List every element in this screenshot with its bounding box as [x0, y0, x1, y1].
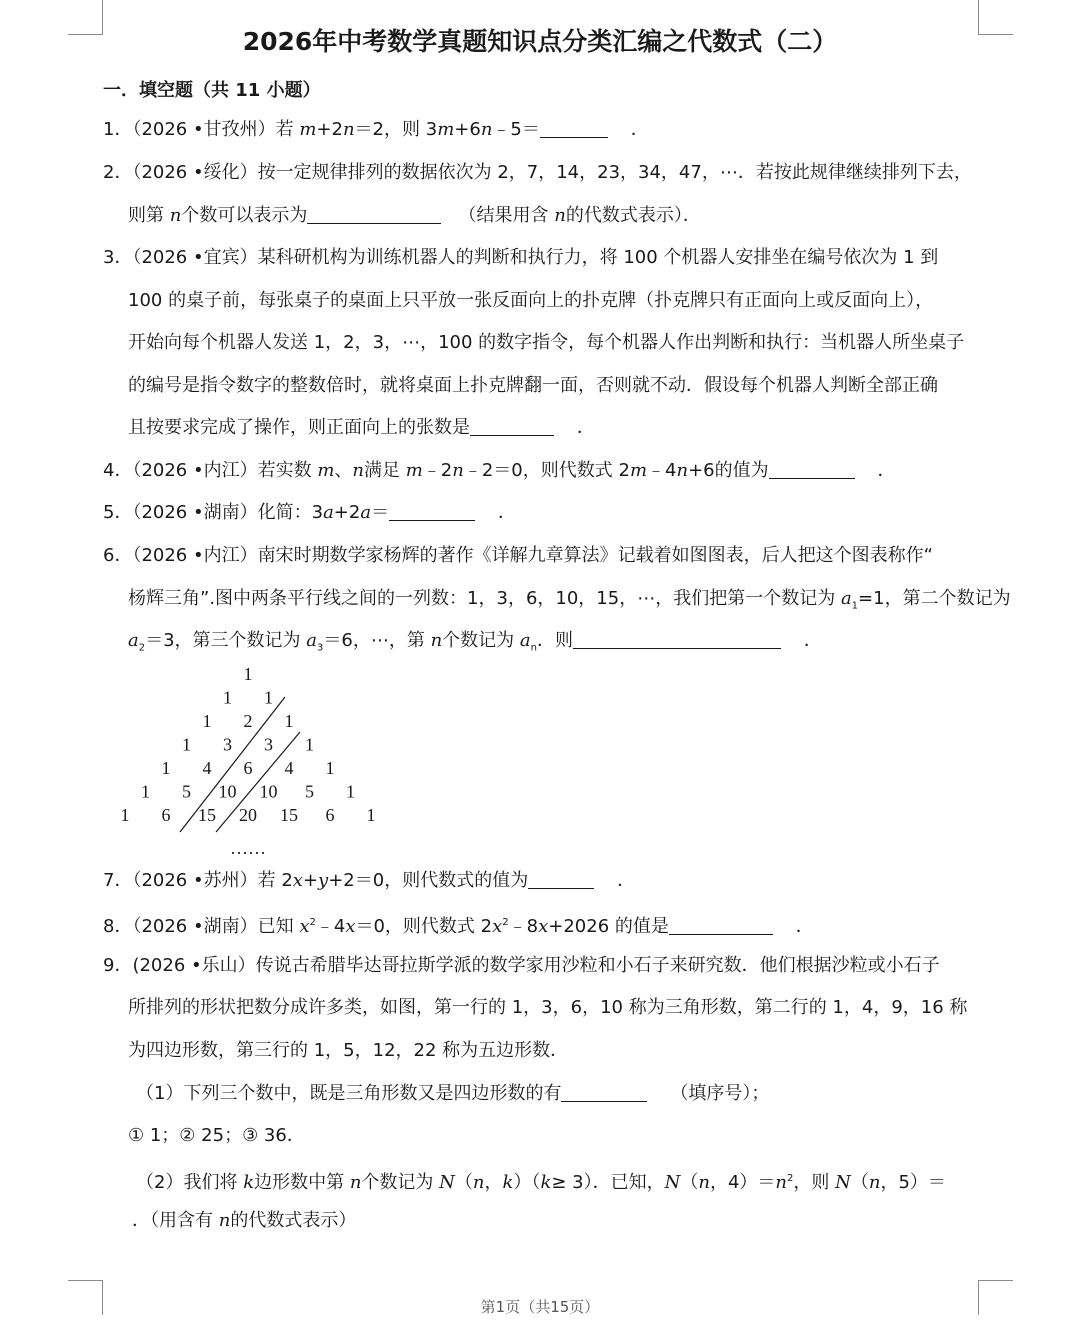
question-6-line-1: 6．（2026 •内江）南宋时期数学家杨辉的著作《详解九章算法》记载着如图图表，后人把这个图表称作“	[103, 545, 933, 566]
answer-blank[interactable]	[769, 458, 855, 479]
question-9-part-2-tail: ．（用含有 n的代数式表示）	[132, 1210, 357, 1231]
triangle-number: 5	[305, 781, 314, 802]
question-3-line-1: 3．（2026 •宜宾）某科研机构为训练机器人的判断和执行力，将 100 个机器人安排坐在编号依次为 1 到	[103, 247, 939, 268]
triangle-number: 6	[243, 758, 253, 778]
yanghui-triangle-figure	[120, 662, 390, 862]
triangle-number: 1	[366, 805, 376, 825]
triangle-number: 4	[202, 758, 212, 778]
answer-blank[interactable]	[528, 868, 594, 889]
page-title: 2026年中考数学真题知识点分类汇编之代数式（二）	[242, 27, 838, 56]
triangle-number: 6	[161, 805, 171, 825]
question-3-line-3: 开始向每个机器人发送 1，2，3，⋯，100 的数字指令，每个机器人作出判断和执行：当机器人所坐桌子	[128, 332, 965, 353]
triangle-number: 1	[223, 687, 232, 708]
triangle-number: 3	[223, 734, 232, 755]
triangle-number: 10	[218, 781, 237, 802]
question-5: 5．（2026 •湖南）化简：3a+2a＝ ．	[103, 502, 516, 523]
question-7: 7．（2026 •苏州）若 2x+y+2＝0，则代数式的值为 ．	[103, 870, 636, 891]
answer-blank[interactable]	[669, 914, 773, 935]
triangle-number: 4	[284, 758, 294, 778]
triangle-number: 1	[182, 734, 191, 755]
triangle-number: 1	[120, 805, 130, 825]
question-9-part-1: （1）下列三个数中，既是三角形数又是四边形数的有 （填序号）；	[136, 1083, 770, 1104]
answer-blank[interactable]	[540, 117, 608, 138]
question-9-line-3: 为四边形数，第三行的 1，5，12，22 称为五边形数．	[128, 1040, 569, 1061]
triangle-number: 1	[141, 781, 150, 802]
page-footer: 第1页（共15页）	[480, 1298, 600, 1316]
section-heading: 一．填空题（共 11 小题）	[103, 80, 321, 101]
question-9-part-2: （2）我们将 k边形数中第 n个数记为 N（n，k）（k≥ 3）．已知，N（n，$4)=n^2$，则 N（n，5）＝	[136, 1172, 946, 1193]
triangle-number: 1	[284, 711, 294, 731]
triangle-number: 3	[264, 734, 273, 755]
question-1: 1．（2026 •甘孜州）若 m+2n＝2，则 3m+6n﹣5＝ ．	[103, 119, 649, 140]
question-4: 4．（2026 •内江）若实数 m、n满足 m﹣2n﹣2＝0，则代数式 2m﹣4n+6的值为 ．	[103, 460, 896, 481]
question-2-line-1: 2．（2026 •绥化）按一定规律排列的数据依次为 2，7，14，23，34，47，⋯．若按此规律继续排列下去，	[103, 162, 972, 183]
triangle-number: 6	[325, 805, 335, 825]
question-6-line-3: $a_2=3$，第三个数记为 $a_3=6$，⋯，第 n个数记为 $a_n$．则 ．	[128, 630, 822, 654]
triangle-number: 15	[280, 805, 298, 825]
triangle-number: 20	[239, 805, 257, 825]
question-6-line-2: 杨辉三角”.图中两条平行线之间的一列数：1，3，6，10，15，⋯，我们把第一个数记为 $a_1=1$，第二个数记为	[128, 588, 1011, 612]
triangle-number: 1	[264, 687, 273, 708]
triangle-number: 2	[243, 711, 253, 731]
triangle-number: 1	[243, 664, 253, 684]
answer-blank[interactable]	[561, 1081, 647, 1102]
triangle-ellipsis: ……	[230, 838, 266, 858]
answer-blank[interactable]	[470, 415, 554, 436]
question-9-line-1: 9．(2026 •乐山）传说古希腊毕达哥拉斯学派的数学家用沙粒和小石子来研究数．他们根据沙粒或小石子	[103, 955, 940, 976]
question-9-line-2: 所排列的形状把数分成许多类，如图，第一行的 1，3，6，10 称为三角形数，第二行的 1，4，9，16 称	[128, 997, 968, 1018]
question-8: 8．（2026 •湖南）已知 $x^2﹣4x=0$，则代数式 $2x^2﹣8x+2026$ 的值是 ．	[103, 916, 814, 937]
triangle-number: 10	[259, 781, 278, 802]
triangle-number: 15	[198, 805, 216, 825]
triangle-number: 1	[202, 711, 212, 731]
question-2-line-2: 则第 n个数可以表示为 （结果用含 n的代数式表示）．	[128, 205, 701, 226]
answer-blank[interactable]	[307, 203, 441, 224]
triangle-number: 1	[346, 781, 355, 802]
triangle-number: 1	[325, 758, 335, 778]
question-3-line-5: 且按要求完成了操作，则正面向上的张数是 ．	[128, 417, 595, 438]
triangle-number: 1	[305, 734, 314, 755]
answer-blank[interactable]	[389, 500, 475, 521]
triangle-number: 1	[161, 758, 171, 778]
question-3-line-4: 的编号是指令数字的整数倍时，就将桌面上扑克牌翻一面，否则就不动．假设每个机器人判断全部正确	[128, 375, 938, 396]
question-3-line-2: 100 的桌子前，每张桌子的桌面上只平放一张反面向上的扑克牌（扑克牌只有正面向上或反面向上），	[128, 290, 934, 311]
question-9-options: ① 1；② 25；③ 36．	[128, 1125, 305, 1146]
answer-blank[interactable]	[573, 628, 781, 649]
triangle-number: 5	[182, 781, 191, 802]
